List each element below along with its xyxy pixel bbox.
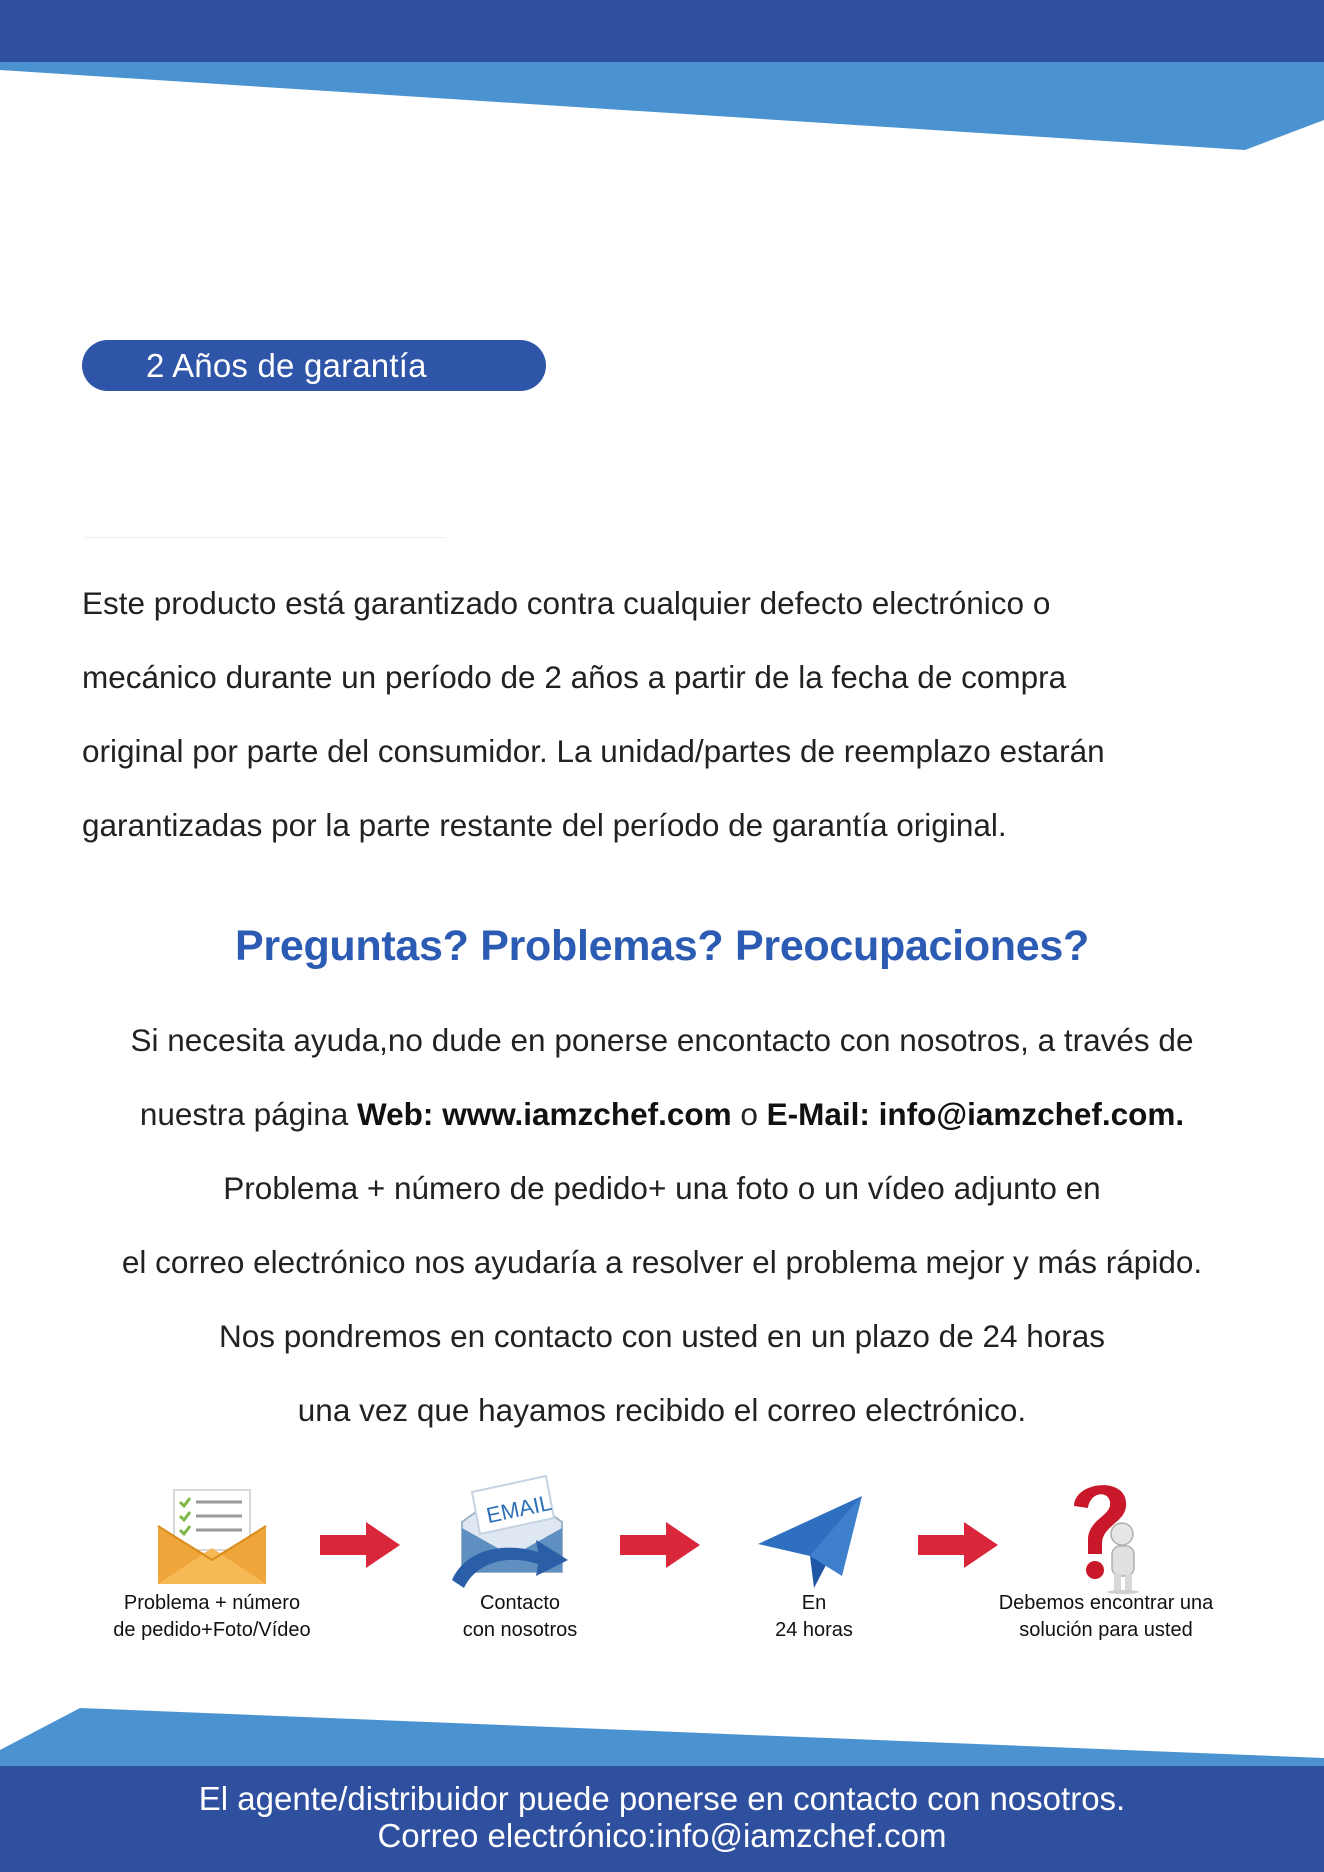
step-caption-line: Contacto (479, 1592, 561, 1614)
envelope-checklist-icon (156, 1486, 268, 1586)
arrow-right-icon (620, 1522, 700, 1568)
support-line: Nos pondremos en contacto con usted en un plazo de 24 horas (218, 1318, 1106, 1354)
email-link[interactable]: info@iamzchef.com. (878, 1096, 1185, 1132)
support-contact-line (0, 1077, 1324, 1151)
step-caption-line: Debemos encontrar una (998, 1592, 1214, 1614)
support-line: Si necesita ayuda,no dude en ponerse encontacto con nosotros, a través de (130, 1022, 1194, 1058)
arrow-right-icon (320, 1522, 400, 1568)
step-caption (52, 1590, 372, 1644)
support-line: Problema + número de pedido+ una foto o un vídeo adjunto en (223, 1170, 1101, 1206)
step-caption-line: 24 horas (775, 1619, 853, 1641)
paper-plane-icon (758, 1494, 864, 1592)
divider (84, 537, 446, 538)
support-line2-prefix: nuestra página (139, 1096, 357, 1132)
email-envelope-icon (446, 1472, 576, 1590)
step-caption (654, 1590, 974, 1644)
question-mark-figure-icon (1064, 1476, 1148, 1594)
warranty-line: garantizadas por la parte restante del período de garantía original. (82, 807, 1007, 843)
warranty-paragraph (82, 566, 1282, 862)
step-caption-line: con nosotros (462, 1619, 578, 1641)
support-text (0, 1003, 1324, 1447)
step-caption-line: Problema + número (123, 1592, 301, 1614)
warranty-line: original por parte del consumidor. La unidad/partes de reemplazo estarán (82, 733, 1105, 769)
warranty-badge-label: 2 Años de garantía (146, 347, 427, 384)
step-caption-line: solución para usted (1019, 1619, 1193, 1641)
footer-line: El agente/distribuidor puede ponerse en contacto con nosotros. (198, 1780, 1126, 1817)
step-caption (360, 1590, 680, 1644)
top-header-band (0, 0, 1324, 160)
footer-contact (0, 1780, 1324, 1854)
email-label: E-Mail: (766, 1096, 870, 1132)
email-icon-label: EMAIL (484, 1489, 554, 1529)
support-line: el correo electrónico nos ayudaría a resolver el problema mejor y más rápido. (121, 1244, 1203, 1280)
footer-email-line: Correo electrónico:info@iamzchef.com (377, 1817, 947, 1854)
support-line2-mid: o (731, 1096, 767, 1132)
warranty-badge (82, 340, 546, 391)
step-caption-line: de pedido+Foto/Vídeo (113, 1619, 311, 1641)
web-label: Web: (357, 1096, 434, 1132)
step-caption (946, 1590, 1266, 1644)
step-caption-line: En (801, 1592, 827, 1614)
arrow-right-icon (918, 1522, 998, 1568)
support-heading: Preguntas? Problemas? Preocupaciones? (235, 922, 1089, 970)
warranty-line: Este producto está garantizado contra cualquier defecto electrónico o (82, 585, 1051, 621)
support-line: una vez que hayamos recibido el correo electrónico. (297, 1392, 1027, 1428)
warranty-line: mecánico durante un período de 2 años a partir de la fecha de compra (82, 659, 1067, 695)
web-link[interactable]: www.iamzchef.com (442, 1096, 732, 1132)
